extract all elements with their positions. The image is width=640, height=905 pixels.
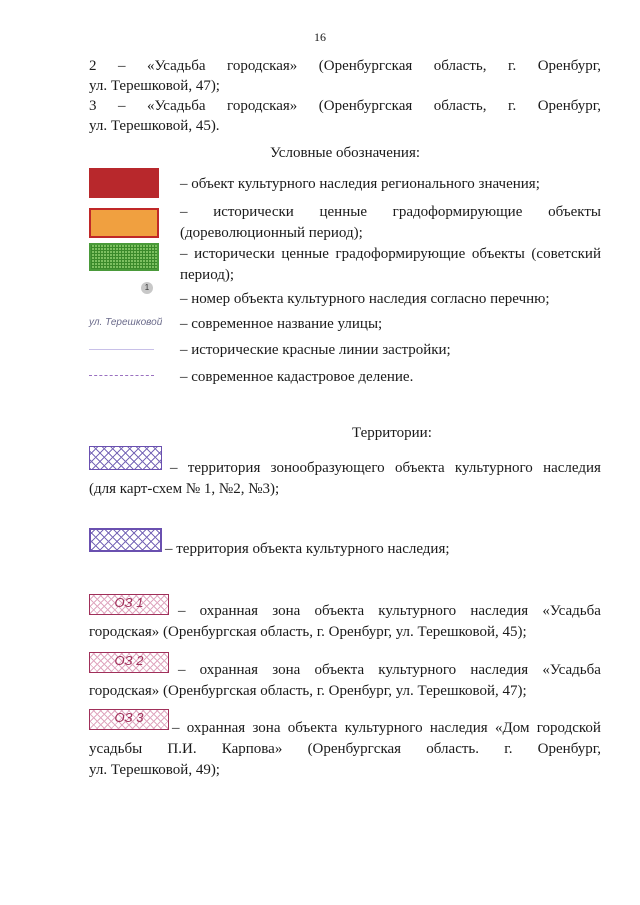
red-fill-icon — [89, 168, 159, 198]
purple-hatch-outline — [89, 528, 162, 552]
orange-fill-icon — [89, 208, 159, 238]
territory-item-text: усадьбы П.И. Карпова» (Оренбургская область. г. Оренбург, — [89, 741, 601, 757]
zone-label: ОЗ 1 — [89, 594, 169, 615]
territory-item-text: – территория объекта культурного наследия; — [165, 541, 450, 557]
list-item — [89, 56, 601, 96]
territory-item-text: городская» (Оренбургская область, г. Оренбург, ул. Терешковой, 47); — [89, 683, 527, 699]
number-marker-icon: 1 — [141, 282, 153, 294]
green-grid-icon — [89, 243, 159, 271]
list-item-line1: 2 – «Усадьба городская» (Оренбургская область, г. Оренбург, — [89, 58, 601, 74]
thin-line-icon — [89, 349, 154, 350]
territory-item-text: городская» (Оренбургская область, г. Оренбург, ул. Терешковой, 45); — [89, 624, 527, 640]
list-item-line1: 3 – «Усадьба городская» (Оренбургская область, г. Оренбург, — [89, 98, 601, 114]
list-item-line2: ул. Терешковой, 45). — [89, 118, 220, 134]
zone-label: ОЗ 2 — [89, 652, 169, 673]
list-item — [89, 96, 601, 136]
legend-item-text: – исторически ценные градоформирующие объекты (советский период); — [180, 246, 601, 283]
territory-item-text: – охранная зона объекта культурного наследия «Дом городской — [172, 720, 601, 736]
territories-title: Территории: — [352, 425, 432, 441]
territory-item-text: ул. Терешковой, 49); — [89, 762, 220, 778]
page-number: 16 — [314, 30, 326, 44]
territory-item-text: (для карт-схем № 1, №2, №3); — [89, 481, 280, 497]
legend-item-text: – современное название улицы; — [180, 316, 383, 332]
legend-item-text: – объект культурного наследия регионального значения; — [180, 176, 540, 192]
legend-item-text: – исторические красные линии застройки; — [180, 342, 451, 358]
list-item-line2: ул. Терешковой, 47); — [89, 78, 220, 94]
territory-item-text: – территория зонообразующего объекта культурного наследия — [170, 460, 601, 476]
legend-item-text: – современное кадастровое деление. — [180, 369, 414, 385]
dashed-line-icon — [89, 375, 154, 376]
zone-label: ОЗ 3 — [89, 709, 169, 730]
legend-item-text: – исторически ценные градоформирующие объекты (дореволюционный период); — [180, 204, 601, 241]
legend-title: Условные обозначения: — [269, 145, 421, 161]
purple-hatch-small — [89, 446, 162, 470]
territory-item-text: – охранная зона объекта культурного наследия «Усадьба — [178, 603, 601, 619]
street-name-sample: ул. Терешковой — [89, 317, 163, 328]
territory-item-text: – охранная зона объекта культурного наследия «Усадьба — [178, 662, 601, 678]
legend-item-text: – номер объекта культурного наследия согласно перечню; — [180, 291, 550, 307]
